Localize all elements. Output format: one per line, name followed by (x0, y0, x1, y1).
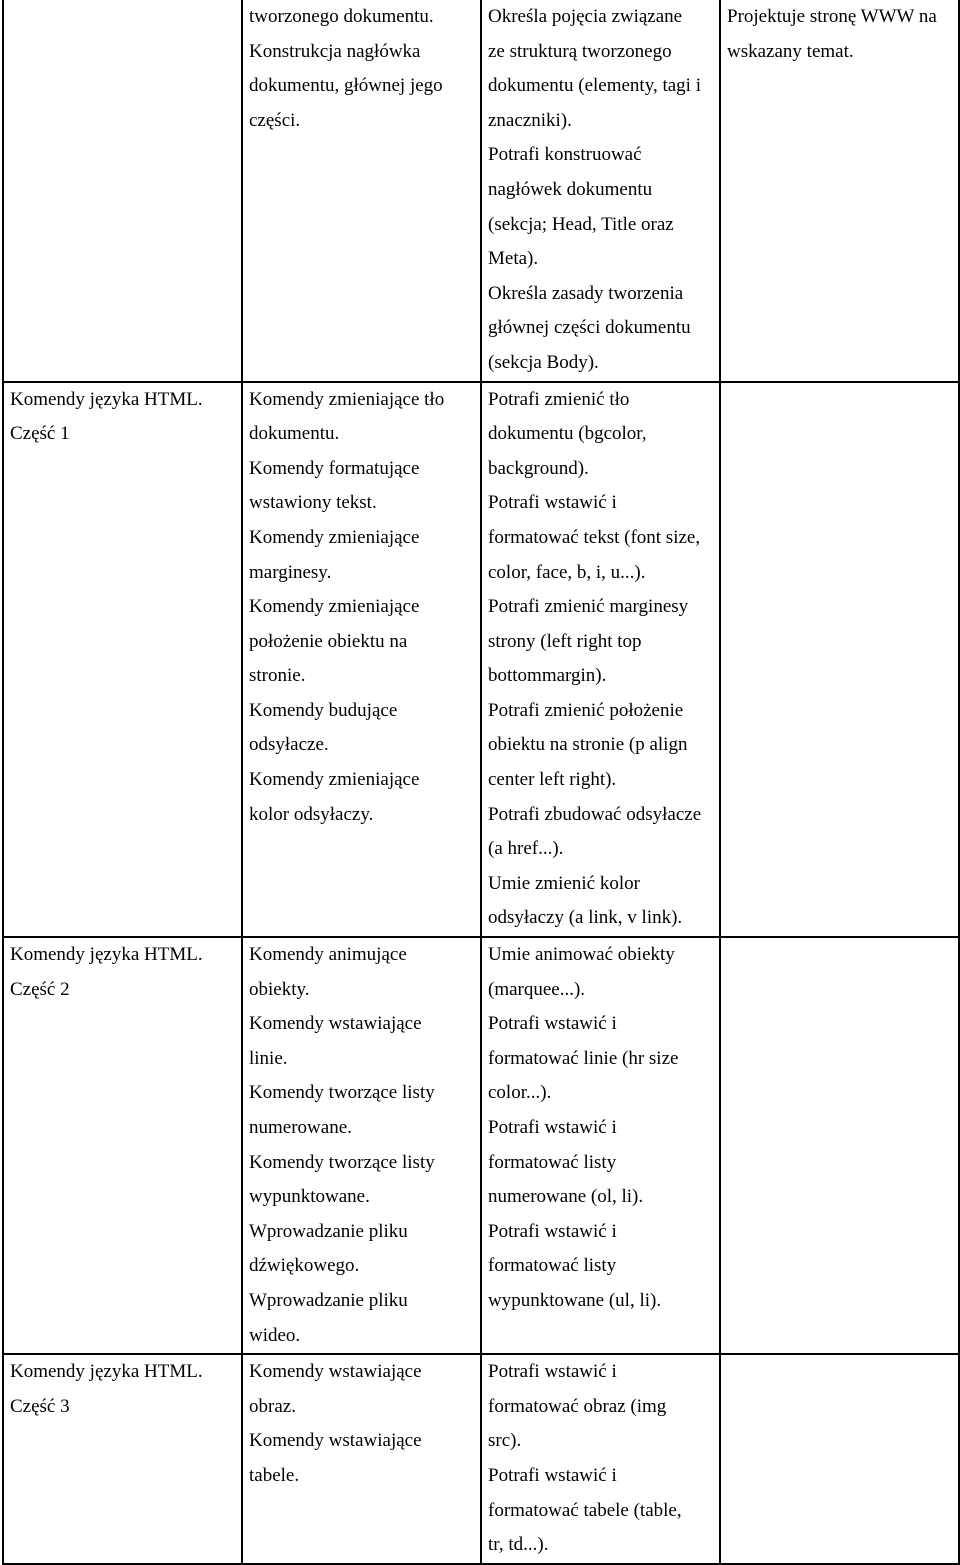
cell-text-line: wskazany temat. (727, 40, 854, 62)
cell-text-line: dokumentu (bgcolor, (488, 423, 647, 445)
cell-text-line: Komendy tworzące listy (249, 1151, 435, 1173)
cell-text-line: src). (488, 1430, 522, 1452)
table-row (3, 382, 959, 938)
cell-text-line: formatować listy (488, 1255, 617, 1277)
outcome-cell (481, 0, 720, 382)
cell-text-line: Komendy animujące (249, 944, 407, 966)
outcome-cell (481, 1354, 720, 1564)
curriculum-table-body (3, 0, 959, 1564)
table-row (3, 0, 959, 382)
cell-text-line: odsyłaczy (a link, v link). (488, 907, 683, 929)
cell-text-line: głównej części dokumentu (488, 317, 691, 339)
cell-text-line: Komendy zmieniające (249, 596, 420, 618)
cell-text-line: Potrafi zmienić tło (488, 388, 630, 410)
cell-text-line: (sekcja; Head, Title oraz (488, 213, 674, 235)
cell-text-line: dźwiękowego. (249, 1255, 360, 1277)
cell-text-line: Komendy zmieniające (249, 769, 420, 791)
cell-text-line: Potrafi wstawić i (488, 492, 617, 514)
table-row (3, 1354, 959, 1564)
content-cell (242, 382, 481, 938)
cell-text-line: Część 1 (10, 423, 70, 445)
cell-text-line: background). (488, 457, 589, 479)
cell-text-line: Potrafi zmienić marginesy (488, 596, 689, 618)
cell-text-line: tr, td...). (488, 1534, 549, 1556)
cell-text-line: Komendy wstawiające (249, 1361, 422, 1383)
cell-text-line: wypunktowane. (249, 1186, 370, 1208)
cell-text-line: Wprowadzanie pliku (249, 1220, 408, 1242)
cell-text-line: Komendy wstawiające (249, 1430, 422, 1452)
cell-text-line: Projektuje stronę WWW na (727, 6, 937, 27)
cell-text-line: obraz. (249, 1395, 296, 1417)
cell-text-line: Komendy zmieniające tło (249, 388, 445, 410)
cell-text-line: kolor odsyłaczy. (249, 803, 374, 825)
cell-text-line: Komendy zmieniające (249, 526, 420, 548)
cell-text-line: Umie zmienić kolor (488, 872, 640, 894)
cell-text-line: części. (249, 109, 301, 131)
topic-cell (3, 937, 242, 1354)
cell-text-line: wideo. (249, 1324, 301, 1346)
cell-text-line: nagłówek dokumentu (488, 178, 653, 200)
outcome-cell (481, 937, 720, 1354)
cell-text-line: Umie animować obiekty (488, 944, 675, 966)
cell-text-line: Komendy języka HTML. (10, 944, 203, 966)
cell-text-line: Konstrukcja nagłówka (249, 40, 421, 62)
cell-text-line: Potrafi konstruować (488, 144, 642, 166)
cell-text-line: center left right). (488, 769, 617, 791)
cell-text-line: obiekty. (249, 978, 310, 1000)
cell-text-line: (a href...). (488, 838, 564, 860)
topic-cell (3, 382, 242, 938)
cell-text-line: wypunktowane (ul, li). (488, 1289, 662, 1311)
cell-text-line: odsyłacze. (249, 734, 329, 756)
outcome-cell (481, 382, 720, 938)
cell-text-line: formatować linie (hr size (488, 1047, 679, 1069)
topic-cell (3, 1354, 242, 1564)
cell-text-line: Komendy formatujące (249, 457, 420, 479)
cell-text-line: położenie obiektu na (249, 630, 408, 652)
content-cell (242, 0, 481, 382)
cell-text-line: Potrafi wstawić i (488, 1361, 617, 1383)
cell-text-line: dokumentu. (249, 423, 340, 445)
project-cell (720, 382, 959, 938)
cell-text-line: ze strukturą tworzonego (488, 40, 672, 62)
cell-text-line: formatować tabele (table, (488, 1499, 682, 1521)
cell-text-line: Potrafi wstawić i (488, 1220, 617, 1242)
cell-text-line: Komendy języka HTML. (10, 388, 203, 410)
project-cell (720, 0, 959, 382)
cell-text-line: tabele. (249, 1464, 300, 1486)
cell-text-line: Potrafi zmienić położenie (488, 699, 684, 721)
cell-text-line: Komendy budujące (249, 699, 398, 721)
cell-text-line: Komendy tworzące listy (249, 1082, 435, 1104)
cell-text-line: Określa pojęcia związane (488, 6, 683, 27)
cell-text-line: Potrafi wstawić i (488, 1464, 617, 1486)
content-cell (242, 1354, 481, 1564)
cell-text-line: marginesy. (249, 561, 332, 583)
cell-text-line: bottommargin). (488, 665, 607, 687)
cell-text-line: Meta). (488, 248, 539, 270)
cell-text-line: numerowane. (249, 1117, 352, 1138)
project-cell (720, 937, 959, 1354)
curriculum-table (2, 0, 960, 1565)
cell-text-line: formatować listy (488, 1151, 617, 1173)
cell-text-line: color...). (488, 1082, 552, 1104)
cell-text-line: Określa zasady tworzenia (488, 282, 684, 304)
content-cell (242, 937, 481, 1354)
cell-text-line: dokumentu (elementy, tagi i (488, 75, 701, 97)
cell-text-line: Komendy języka HTML. (10, 1361, 203, 1383)
cell-text-line: (marquee...). (488, 978, 586, 1000)
cell-text-line: linie. (249, 1047, 288, 1069)
topic-cell (3, 0, 242, 382)
cell-text-line: numerowane (ol, li). (488, 1186, 644, 1208)
cell-text-line: znaczniki). (488, 109, 572, 131)
cell-text-line: Potrafi wstawić i (488, 1013, 617, 1035)
cell-text-line: formatować obraz (img (488, 1395, 667, 1417)
cell-text-line: formatować tekst (font size, (488, 526, 701, 548)
cell-text-line: obiektu na stronie (p align (488, 734, 688, 756)
cell-text-line: Potrafi zbudować odsyłacze (488, 803, 702, 825)
table-row (3, 937, 959, 1354)
cell-text-line: Wprowadzanie pliku (249, 1289, 408, 1311)
cell-text-line: Komendy wstawiające (249, 1013, 422, 1035)
cell-text-line: tworzonego dokumentu. (249, 6, 434, 27)
cell-text-line: (sekcja Body). (488, 351, 599, 373)
cell-text-line: wstawiony tekst. (249, 492, 377, 514)
cell-text-line: strony (left right top (488, 630, 642, 652)
cell-text-line: stronie. (249, 665, 306, 687)
cell-text-line: color, face, b, i, u...). (488, 561, 646, 583)
project-cell (720, 1354, 959, 1564)
cell-text-line: Część 2 (10, 978, 70, 1000)
cell-text-line: dokumentu, głównej jego (249, 75, 443, 97)
cell-text-line: Część 3 (10, 1395, 70, 1417)
cell-text-line: Potrafi wstawić i (488, 1117, 617, 1138)
